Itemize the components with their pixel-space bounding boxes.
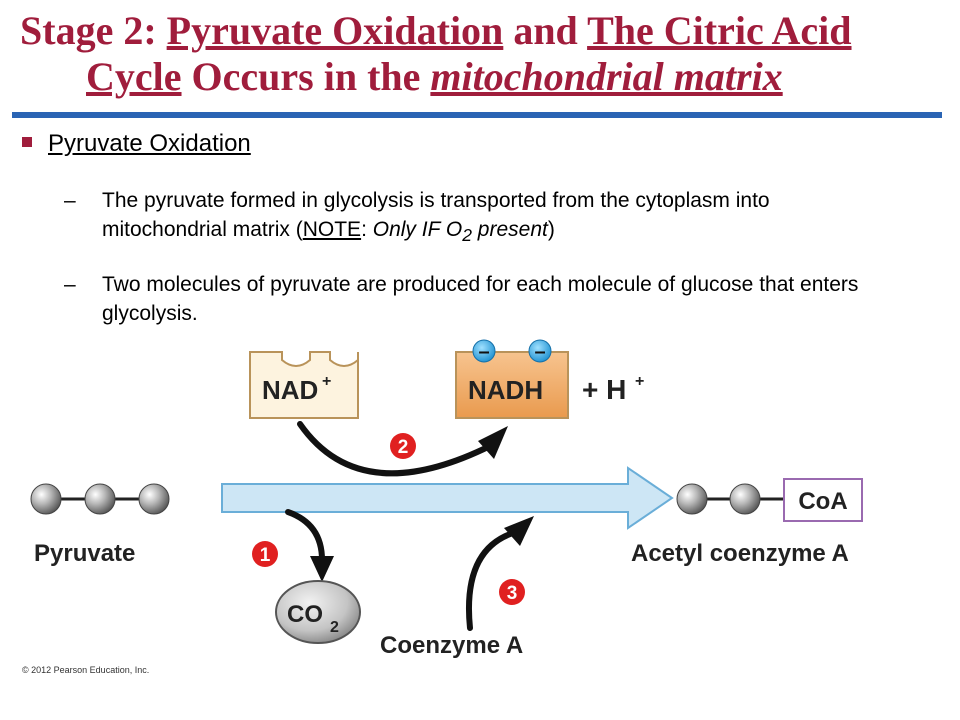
pyruvate-molecule: [31, 484, 169, 514]
dash-marker: –: [64, 189, 76, 212]
sub1-subscript: 2: [462, 225, 472, 246]
plus-h-superscript: +: [635, 373, 645, 390]
process-arrow: [222, 468, 672, 528]
co2-subscript: 2: [330, 619, 339, 636]
sub2-text: Two molecules of pyruvate are produced for each molecule of glucose that enters glycolysis.: [102, 273, 859, 325]
sub1-colon: :: [361, 218, 373, 241]
plus-h-label: + H: [582, 374, 627, 405]
nad-to-nadh-arrowhead: [478, 426, 508, 459]
co2-release-arrowhead: [310, 556, 334, 582]
copyright-notice: © 2012 Pearson Education, Inc.: [22, 665, 150, 675]
acetyl-coa-molecule: [677, 484, 786, 514]
coa-label: CoA: [798, 488, 848, 515]
coenzyme-a-label: Coenzyme A: [380, 632, 524, 659]
note-label: NOTE: [302, 218, 362, 241]
nadh-label: NADH: [468, 375, 544, 405]
minus-sign: –: [478, 341, 490, 363]
step-1-number: 1: [259, 545, 271, 566]
bullet-text: Pyruvate Oxidation: [48, 130, 251, 157]
sub1-close-paren: ): [547, 218, 555, 241]
sub1-text: The pyruvate formed in glycolysis is transported from the cytoplasm into mitochondrial matrix (: [102, 189, 770, 241]
title-and: and: [503, 8, 588, 53]
nad-superscript: +: [322, 373, 332, 390]
title-prefix: Stage 2:: [20, 8, 167, 53]
title-mid: Occurs in the: [181, 54, 431, 99]
title-link-mitochondrial-matrix: mitochondrial matrix: [430, 54, 783, 99]
step-3-number: 3: [506, 583, 518, 604]
pyruvate-label: Pyruvate: [34, 540, 136, 567]
co2-label: CO: [287, 601, 323, 628]
sub1-italic-2: present: [471, 218, 548, 241]
dash-marker: –: [64, 273, 76, 296]
co2-release-arrow: [288, 512, 322, 560]
acetyl-coa-label: Acetyl coenzyme A: [631, 540, 849, 567]
title-link-pyruvate-oxidation: Pyruvate Oxidation: [166, 8, 504, 53]
title-link-cycle: Cycle: [86, 54, 182, 99]
coenzyme-a-arrowhead: [504, 516, 534, 546]
minus-sign: –: [534, 341, 546, 363]
sub1-italic: Only IF O: [372, 218, 463, 241]
title-link-citric-acid: The Citric Acid: [587, 8, 852, 53]
step-2-number: 2: [397, 437, 409, 458]
nad-label: NAD: [262, 375, 319, 405]
